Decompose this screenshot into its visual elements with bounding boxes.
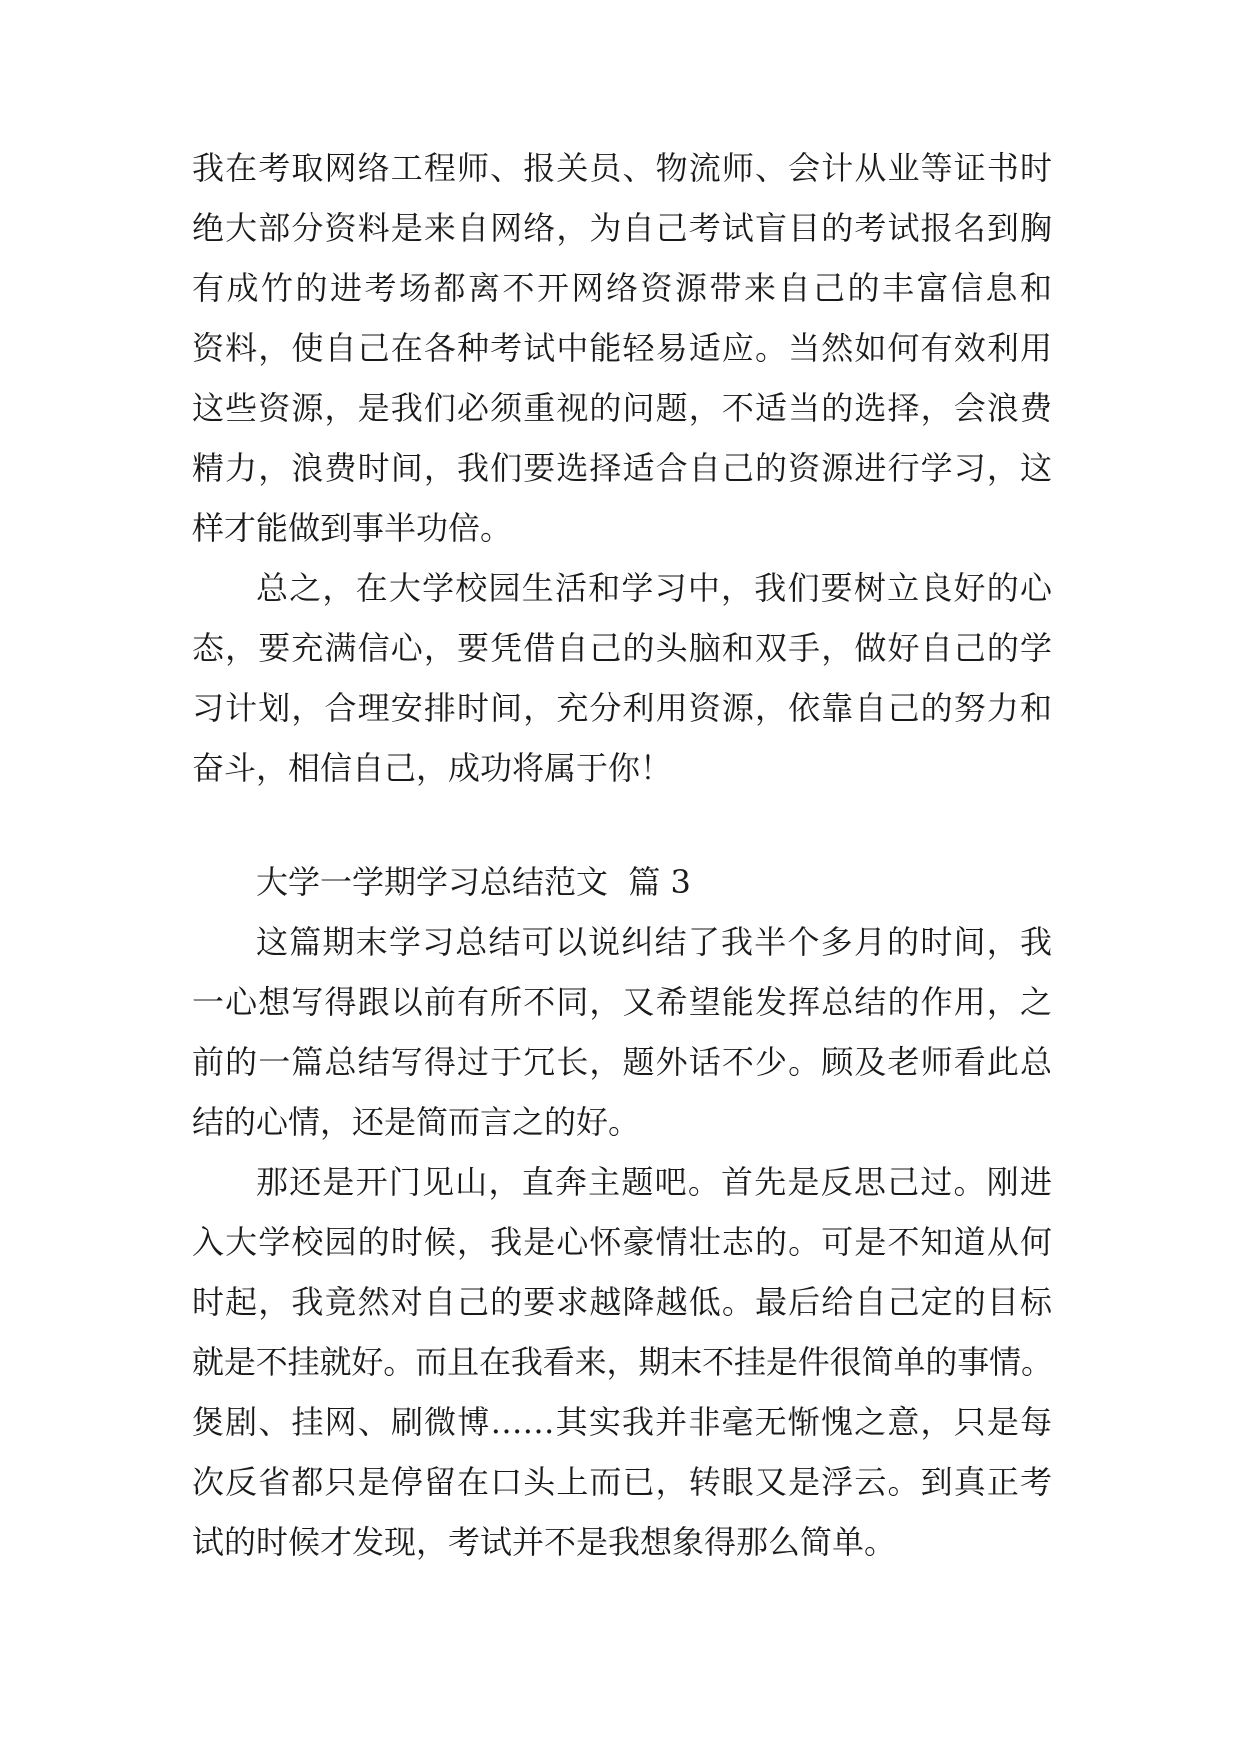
paragraph-line: 样才能做到事半功倍。 bbox=[192, 509, 513, 547]
paragraph-line: 这篇期末学习总结可以说纠结了我半个多月的时间，我 bbox=[256, 923, 1052, 961]
paragraph-line: 精力，浪费时间，我们要选择适合自己的资源进行学习，这 bbox=[192, 449, 1052, 487]
paragraph-line: 绝大部分资料是来自网络，为自己考试盲目的考试报名到胸 bbox=[192, 209, 1052, 247]
paragraph-line: 这些资源，是我们必须重视的问题，不适当的选择，会浪费 bbox=[192, 389, 1052, 427]
paragraph-line: 前的一篇总结写得过于冗长，题外话不少。顾及老师看此总 bbox=[192, 1043, 1052, 1081]
paragraph-line: 一心想写得跟以前有所不同，又希望能发挥总结的作用，之 bbox=[192, 983, 1052, 1021]
paragraph-line: 就是不挂就好。而且在我看来，期末不挂是件很简单的事情。 bbox=[192, 1343, 1052, 1381]
paragraph-line: 习计划，合理安排时间，充分利用资源，依靠自己的努力和 bbox=[192, 689, 1052, 727]
paragraph-line: 时起，我竟然对自己的要求越降越低。最后给自己定的目标 bbox=[192, 1283, 1052, 1321]
paragraph-line: 奋斗，相信自己，成功将属于你！ bbox=[192, 749, 673, 787]
paragraph-line: 试的时候才发现，考试并不是我想象得那么简单。 bbox=[192, 1523, 897, 1561]
paragraph-line: 总之，在大学校园生活和学习中，我们要树立良好的心 bbox=[256, 569, 1052, 607]
paragraph-line: 我在考取网络工程师、报关员、物流师、会计从业等证书时 bbox=[192, 149, 1052, 187]
paragraph-line: 有成竹的进考场都离不开网络资源带来自己的丰富信息和 bbox=[192, 269, 1052, 307]
paragraph-line: 态，要充满信心，要凭借自己的头脑和双手，做好自己的学 bbox=[192, 629, 1052, 667]
paragraph-line: 结的心情，还是简而言之的好。 bbox=[192, 1103, 641, 1141]
paragraph-line: 煲剧、挂网、刷微博……其实我并非毫无惭愧之意，只是每 bbox=[192, 1403, 1052, 1441]
paragraph-line: 入大学校园的时候，我是心怀豪情壮志的。可是不知道从何 bbox=[192, 1223, 1052, 1261]
paragraph-line: 次反省都只是停留在口头上而已，转眼又是浮云。到真正考 bbox=[192, 1463, 1052, 1501]
paragraph-line: 那还是开门见山，直奔主题吧。首先是反思己过。刚进 bbox=[256, 1163, 1052, 1201]
paragraph-line: 资料，使自己在各种考试中能轻易适应。当然如何有效利用 bbox=[192, 329, 1052, 367]
section-heading: 大学一学期学习总结范文 篇 3 bbox=[256, 863, 691, 901]
